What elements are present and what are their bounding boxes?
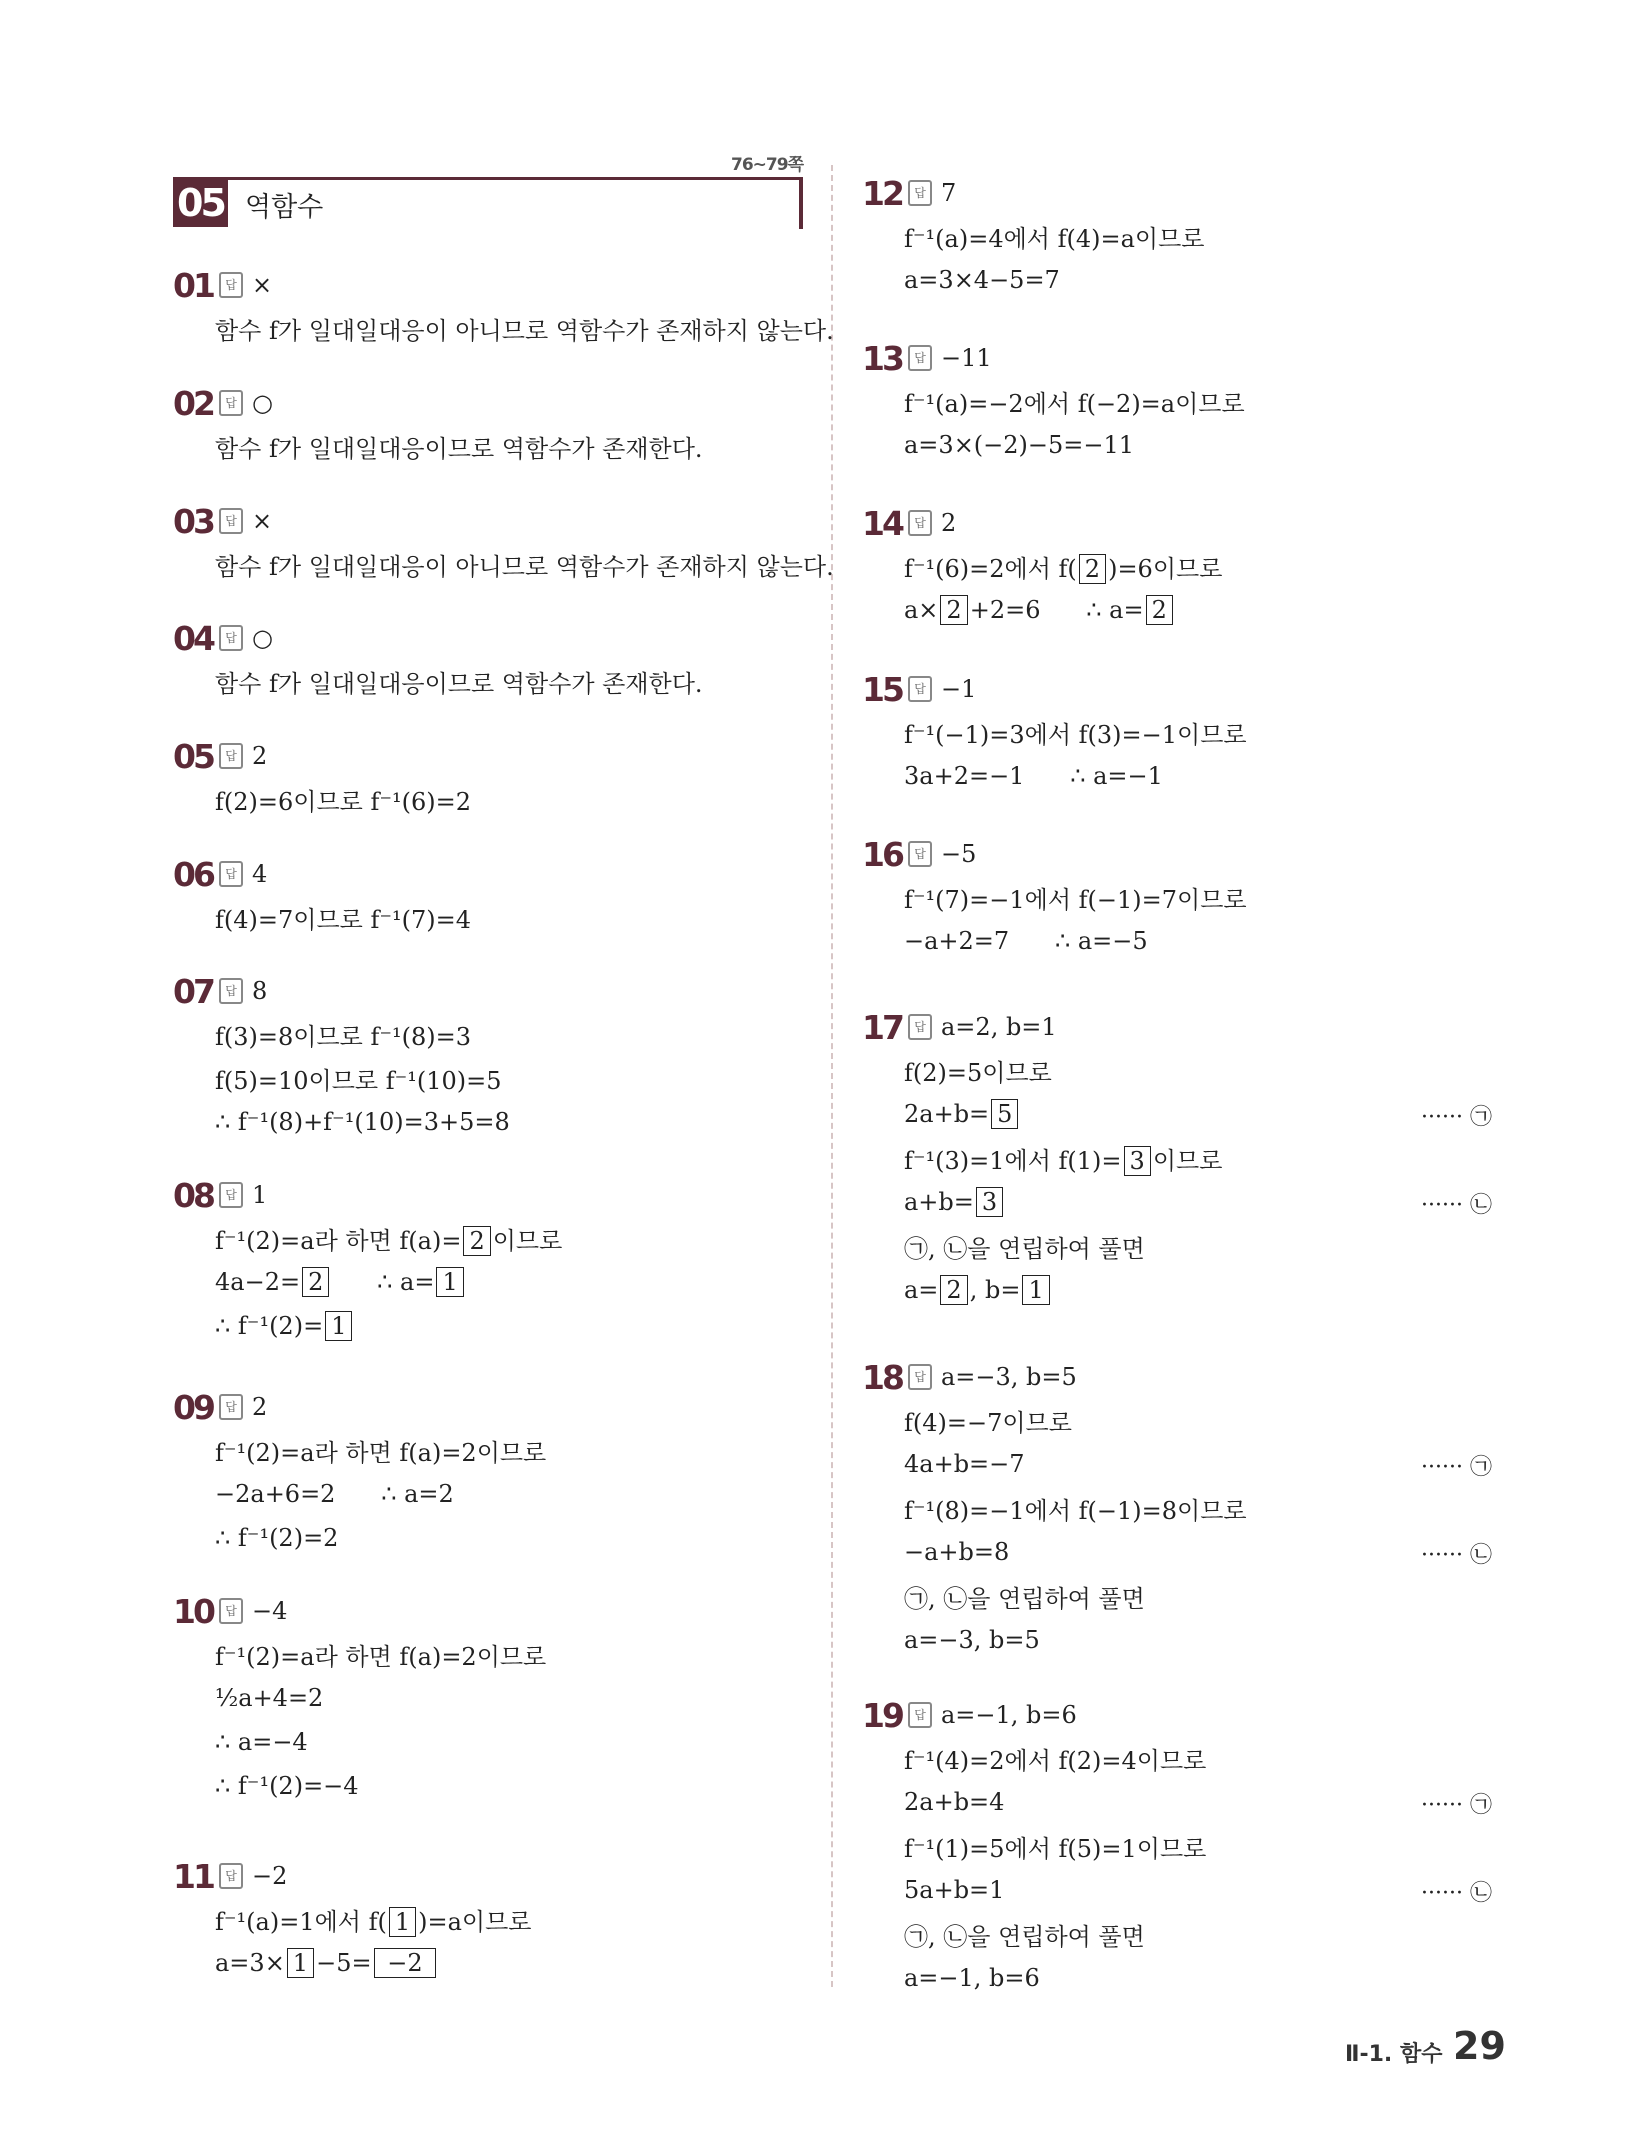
solution-line — [862, 1868, 1492, 1912]
solution-line — [862, 710, 1492, 754]
answer-box: 5 — [991, 1099, 1018, 1129]
solution-text: f⁻¹(3)=1에서 f(1)= 3 이므로 — [904, 1146, 1223, 1175]
answer-value: 7 — [941, 179, 957, 207]
solution-text: a× 2 +2=6 ∴ a= 2 — [904, 595, 1175, 625]
section-number: 05 — [173, 180, 228, 227]
problem-number: 09 — [173, 1387, 213, 1427]
solution-line — [173, 1764, 803, 1808]
equation-marker: ······ ㉠ — [1421, 1455, 1492, 1480]
solution-line — [173, 542, 834, 586]
answer-box: 1 — [436, 1267, 463, 1297]
solution-line — [862, 1618, 1492, 1662]
problem-header — [173, 500, 803, 542]
solution-text: −2a+6=2 ∴ a=2 — [215, 1480, 454, 1508]
problem-04 — [173, 617, 803, 703]
problem-02 — [173, 382, 803, 468]
problem-header — [173, 264, 803, 306]
answer-value: a=−1, b=6 — [941, 1701, 1077, 1729]
section-rule-end — [799, 177, 803, 229]
solution-text: ㉠, ㉡을 연립하여 풀면 — [904, 1584, 1145, 1613]
solution-line — [862, 258, 1492, 302]
answer-badge-icon: 답 — [908, 1364, 932, 1390]
solution-line — [862, 423, 1492, 467]
solution-line — [173, 1428, 803, 1472]
solution-text: ½a+4=2 — [215, 1684, 324, 1712]
answer-box: −2 — [374, 1948, 437, 1978]
solution-text: f⁻¹(−1)=3에서 f(3)=−1이므로 — [904, 720, 1247, 749]
problem-06 — [173, 853, 803, 939]
answer-box: 2 — [940, 1275, 967, 1305]
problem-16 — [862, 833, 1492, 963]
solution-text: 함수 f가 일대일대응이 아니므로 역함수가 존재하지 않는다. — [215, 316, 834, 345]
section-header — [173, 177, 803, 229]
answer-value: −4 — [252, 1597, 288, 1625]
solution-text: f⁻¹(a)=4에서 f(4)=a이므로 — [904, 224, 1205, 253]
problem-number: 02 — [173, 383, 213, 423]
problem-number: 06 — [173, 854, 213, 894]
answer-value: −5 — [941, 840, 977, 868]
answer-box: 1 — [1022, 1275, 1049, 1305]
footer-section: Ⅱ-1. 함수 — [1345, 2042, 1443, 2067]
solution-line — [173, 895, 803, 939]
answer-badge-icon: 답 — [219, 508, 243, 534]
problem-number: 10 — [173, 1591, 213, 1631]
solution-line — [862, 588, 1492, 632]
solution-line — [862, 1224, 1492, 1268]
answer-value: × — [252, 271, 273, 299]
solution-text: ∴ f⁻¹(2)=2 — [215, 1524, 339, 1552]
answer-value: 2 — [252, 1393, 268, 1421]
solution-line — [173, 777, 803, 821]
solution-line — [173, 1260, 803, 1304]
problem-number: 17 — [862, 1007, 902, 1047]
solution-line — [862, 1442, 1492, 1486]
answer-badge-icon: 답 — [219, 272, 243, 298]
answer-box: 1 — [287, 1948, 314, 1978]
problem-13 — [862, 337, 1492, 467]
solution-text: a+b= 3 — [904, 1187, 1005, 1217]
solution-line — [173, 1676, 803, 1720]
section-rule — [173, 177, 801, 180]
solution-text: ∴ f⁻¹(2)= 1 — [215, 1311, 354, 1341]
answer-box: 2 — [302, 1267, 329, 1297]
problem-15 — [862, 668, 1492, 798]
solution-line — [862, 1048, 1492, 1092]
solution-text: f(2)=5이므로 — [904, 1058, 1052, 1087]
solution-text: f⁻¹(2)=a라 하면 f(a)= 2 이므로 — [215, 1226, 563, 1255]
problem-08 — [173, 1174, 803, 1348]
solution-text: f(2)=6이므로 f⁻¹(6)=2 — [215, 787, 471, 816]
solution-text: ∴ a=−4 — [215, 1728, 308, 1756]
problem-number: 04 — [173, 618, 213, 658]
solution-line — [862, 544, 1492, 588]
solution-line — [173, 424, 803, 468]
solution-text: f(3)=8이므로 f⁻¹(8)=3 — [215, 1022, 471, 1051]
answer-badge-icon: 답 — [219, 625, 243, 651]
solution-text: 함수 f가 일대일대응이므로 역함수가 존재한다. — [215, 669, 703, 698]
problem-09 — [173, 1386, 803, 1560]
answer-badge-icon: 답 — [908, 510, 932, 536]
problem-header — [173, 735, 803, 777]
solution-line — [173, 1216, 803, 1260]
solution-line — [862, 1912, 1492, 1956]
answer-value: ○ — [252, 389, 273, 417]
answer-value: 1 — [252, 1181, 268, 1209]
solution-text: f⁻¹(2)=a라 하면 f(a)=2이므로 — [215, 1642, 547, 1671]
answer-box: 3 — [976, 1187, 1003, 1217]
answer-badge-icon: 답 — [908, 676, 932, 702]
section-title: 역함수 — [245, 192, 324, 223]
problem-01 — [173, 264, 834, 350]
answer-badge-icon: 답 — [219, 1598, 243, 1624]
problem-number: 05 — [173, 736, 213, 776]
page-reference: 76~79쪽 — [731, 155, 803, 175]
problem-header — [173, 382, 803, 424]
answer-value: 2 — [252, 742, 268, 770]
problem-17 — [862, 1006, 1492, 1312]
answer-badge-icon: 답 — [219, 1863, 243, 1889]
answer-box: 2 — [1146, 595, 1173, 625]
answer-box: 3 — [1124, 1146, 1151, 1176]
problem-header — [862, 1694, 1492, 1736]
problem-header — [173, 1855, 803, 1897]
answer-value: × — [252, 507, 273, 535]
problem-header — [173, 1174, 803, 1216]
solution-text: a=−1, b=6 — [904, 1964, 1040, 1992]
problem-header — [173, 853, 803, 895]
answer-box: 1 — [325, 1311, 352, 1341]
problem-header — [862, 1006, 1492, 1048]
problem-number: 08 — [173, 1175, 213, 1215]
solution-text: 3a+2=−1 ∴ a=−1 — [904, 762, 1163, 790]
problem-10 — [173, 1590, 803, 1808]
solution-line — [862, 875, 1492, 919]
problem-header — [862, 833, 1492, 875]
solution-line — [862, 754, 1492, 798]
solution-line — [862, 1956, 1492, 2000]
solution-text: 5a+b=1 — [904, 1876, 1005, 1904]
solution-text: f(4)=−7이므로 — [904, 1408, 1072, 1437]
answer-badge-icon: 답 — [219, 861, 243, 887]
solution-line — [173, 1632, 803, 1676]
problem-header — [173, 1590, 803, 1632]
answer-badge-icon: 답 — [219, 1394, 243, 1420]
problem-12 — [862, 172, 1492, 302]
answer-value: a=−3, b=5 — [941, 1363, 1077, 1391]
answer-value: 8 — [252, 977, 268, 1005]
equation-marker: ······ ㉠ — [1421, 1105, 1492, 1130]
problem-header — [173, 970, 803, 1012]
solution-line — [173, 1897, 803, 1941]
equation-marker: ······ ㉡ — [1421, 1193, 1492, 1218]
problem-header — [173, 617, 803, 659]
solution-text: a= 2 , b= 1 — [904, 1275, 1052, 1305]
solution-text: f(4)=7이므로 f⁻¹(7)=4 — [215, 905, 471, 934]
answer-badge-icon: 답 — [908, 1014, 932, 1040]
answer-box: 2 — [1079, 554, 1106, 584]
solution-text: ∴ f⁻¹(2)=−4 — [215, 1772, 359, 1800]
problem-number: 16 — [862, 834, 902, 874]
solution-text: ㉠, ㉡을 연립하여 풀면 — [904, 1922, 1145, 1951]
problem-number: 15 — [862, 669, 902, 709]
page-number: 29 — [1453, 2024, 1506, 2068]
solution-text: −a+2=7 ∴ a=−5 — [904, 927, 1148, 955]
solution-line — [173, 1472, 803, 1516]
answer-value: 4 — [252, 860, 268, 888]
problem-header — [173, 1386, 803, 1428]
problem-number: 03 — [173, 501, 213, 541]
solution-text: 4a−2= 2 ∴ a= 1 — [215, 1267, 466, 1297]
problem-07 — [173, 970, 803, 1144]
answer-value: −11 — [941, 344, 992, 372]
solution-text: 함수 f가 일대일대응이 아니므로 역함수가 존재하지 않는다. — [215, 552, 834, 581]
problem-14 — [862, 502, 1492, 632]
problem-number: 07 — [173, 971, 213, 1011]
problem-03 — [173, 500, 834, 586]
problem-18 — [862, 1356, 1492, 1662]
solution-text: 2a+b=4 — [904, 1788, 1005, 1816]
problem-header — [862, 502, 1492, 544]
solution-text: f⁻¹(4)=2에서 f(2)=4이므로 — [904, 1746, 1207, 1775]
answer-value: ○ — [252, 624, 273, 652]
solution-line — [173, 1012, 803, 1056]
solution-line — [862, 1736, 1492, 1780]
answer-box: 2 — [940, 595, 967, 625]
answer-value: a=2, b=1 — [941, 1013, 1057, 1041]
answer-badge-icon: 답 — [908, 841, 932, 867]
solution-text: a=3×4−5=7 — [904, 266, 1060, 294]
answer-badge-icon: 답 — [908, 345, 932, 371]
solution-text: f⁻¹(6)=2에서 f( 2 )=6이므로 — [904, 554, 1223, 583]
solution-text: f⁻¹(1)=5에서 f(5)=1이므로 — [904, 1834, 1207, 1863]
problem-header — [862, 337, 1492, 379]
solution-line — [173, 1720, 803, 1764]
solution-text: a=−3, b=5 — [904, 1626, 1040, 1654]
solution-line — [862, 1398, 1492, 1442]
answer-value: −1 — [941, 675, 977, 703]
solution-text: −a+b=8 — [904, 1538, 1010, 1566]
solution-text: f⁻¹(2)=a라 하면 f(a)=2이므로 — [215, 1438, 547, 1467]
solution-line — [862, 1824, 1492, 1868]
solution-line — [862, 1486, 1492, 1530]
equation-marker: ······ ㉡ — [1421, 1543, 1492, 1568]
problem-number: 12 — [862, 173, 902, 213]
answer-badge-icon: 답 — [219, 978, 243, 1004]
answer-badge-icon: 답 — [219, 390, 243, 416]
problem-19 — [862, 1694, 1492, 2000]
problem-number: 11 — [173, 1856, 213, 1896]
solution-line — [862, 1268, 1492, 1312]
solution-line — [862, 1180, 1492, 1224]
solution-line — [173, 659, 803, 703]
answer-value: 2 — [941, 509, 957, 537]
equation-marker: ······ ㉠ — [1421, 1793, 1492, 1818]
problem-number: 18 — [862, 1357, 902, 1397]
solution-line — [173, 1056, 803, 1100]
solution-line — [862, 1574, 1492, 1618]
solution-line — [173, 306, 834, 350]
problem-header — [862, 1356, 1492, 1398]
problem-number: 14 — [862, 503, 902, 543]
solution-text: f⁻¹(7)=−1에서 f(−1)=7이므로 — [904, 885, 1247, 914]
solution-line — [862, 1780, 1492, 1824]
answer-box: 2 — [463, 1226, 490, 1256]
solution-text: f⁻¹(8)=−1에서 f(−1)=8이므로 — [904, 1496, 1247, 1525]
solution-line — [173, 1304, 803, 1348]
answer-badge-icon: 답 — [219, 743, 243, 769]
solution-line — [173, 1516, 803, 1560]
answer-value: −2 — [252, 1862, 288, 1890]
solution-line — [862, 919, 1492, 963]
answer-badge-icon: 답 — [908, 1702, 932, 1728]
solution-text: a=3×(−2)−5=−11 — [904, 431, 1135, 459]
solution-text: 4a+b=−7 — [904, 1450, 1025, 1478]
problem-11 — [173, 1855, 803, 1985]
solution-text: a=3× 1 −5= −2 — [215, 1948, 438, 1978]
solution-line — [173, 1941, 803, 1985]
solution-text: ㉠, ㉡을 연립하여 풀면 — [904, 1234, 1145, 1263]
answer-badge-icon: 답 — [219, 1182, 243, 1208]
problem-number: 13 — [862, 338, 902, 378]
problem-number: 01 — [173, 265, 213, 305]
solution-line — [173, 1100, 803, 1144]
answer-box: 1 — [389, 1907, 416, 1937]
solution-text: 2a+b= 5 — [904, 1099, 1020, 1129]
solution-text: f(5)=10이므로 f⁻¹(10)=5 — [215, 1066, 502, 1095]
solution-line — [862, 1136, 1492, 1180]
solution-text: f⁻¹(a)=−2에서 f(−2)=a이므로 — [904, 389, 1245, 418]
equation-marker: ······ ㉡ — [1421, 1881, 1492, 1906]
column-divider — [831, 165, 833, 1987]
solution-line — [862, 1092, 1492, 1136]
solution-text: ∴ f⁻¹(8)+f⁻¹(10)=3+5=8 — [215, 1108, 510, 1136]
answer-badge-icon: 답 — [908, 180, 932, 206]
problem-05 — [173, 735, 803, 821]
solution-text: f⁻¹(a)=1에서 f( 1 )=a이므로 — [215, 1907, 532, 1936]
solution-line — [862, 379, 1492, 423]
problem-number: 19 — [862, 1695, 902, 1735]
solution-line — [862, 214, 1492, 258]
problem-header — [862, 172, 1492, 214]
problem-header — [862, 668, 1492, 710]
solution-text: 함수 f가 일대일대응이므로 역함수가 존재한다. — [215, 434, 703, 463]
solution-line — [862, 1530, 1492, 1574]
